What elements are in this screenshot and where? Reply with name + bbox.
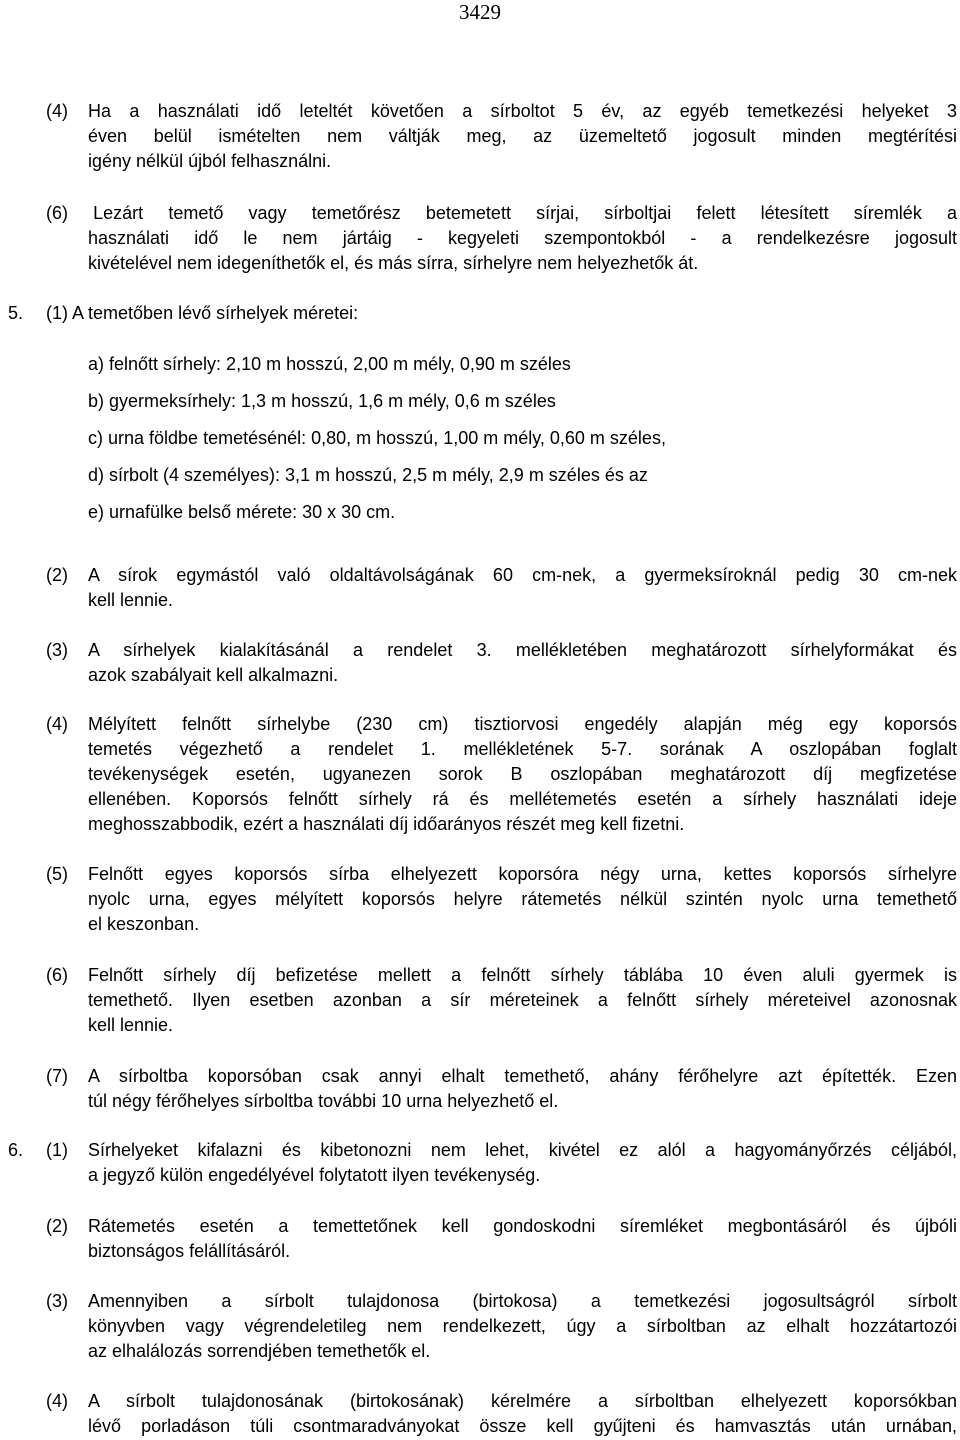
text-line: az elhalálozás sorrendjében temethetők el. [88,1341,431,1361]
text-line: túl négy férőhelyes sírboltba további 10 urna helyezhető el. [88,1091,559,1111]
page-number: 3429 [459,0,501,24]
section-number: 6. [8,1140,24,1160]
paragraph-label: (3) [46,640,68,660]
paragraph-label: (2) [46,1216,68,1236]
text-line: A sírok egymástól való oldaltávolságának 60 cm-nek, a gyermeksíroknál pedig 30 cm-nek [88,565,957,585]
text-line: éven belül ismételten nem váltják meg, az üzemeltető jogosult minden megtérítési [88,126,957,146]
paragraph-5-3 [46,638,957,688]
paragraph-label: (3) [46,1291,68,1311]
text-line: nyolc urna, egyes mélyített koporsós helyre rátemetés nélkül szintén nyolc urna temethető [88,889,957,909]
paragraph-5-7 [46,1064,957,1114]
paragraph-5-4 [46,712,957,837]
paragraph-5-6 [46,963,957,1038]
text-line: A sírboltba koporsóban csak annyi elhalt temethető, ahány férőhelyre azt építették. Ezen [88,1066,957,1086]
text-line: meghosszabbodik, ezért a használati díj időarányos részét meg kell fizetni. [88,814,685,834]
section-6-paragraph-3 [46,1289,957,1364]
paragraph-label: (4) [46,101,68,121]
text-line: tevékenységek esetén, ugyanezen sorok B oszlopában meghatározott díj megfizetése [88,764,957,784]
text-line: ellenében. Koporsós felnőtt sírhely rá és mellétemetés esetén a sírhely használati ideje [88,789,957,809]
text-line: Sírhelyeket kifalazni és kibetonozni nem lehet, kivétel ez alól a hagyományőrzés céljából, [88,1140,957,1160]
text-line: Amennyiben a sírbolt tulajdonosa (birtokosa) a temetkezési jogosultságról sírbolt [88,1291,957,1311]
text-line: azok szabályait kell alkalmazni. [88,665,339,685]
text-line: a jegyző külön engedélyével folytatott ilyen tevékenység. [88,1165,541,1185]
text-line: el keszonban. [88,914,200,934]
text-line: biztonságos felállításáról. [88,1241,291,1261]
text-line: Mélyített felnőtt sírhelybe (230 cm) tisztiorvosi engedély alapján még egy koporsós [88,714,957,734]
text-line: igény nélkül újból felhasználni. [88,151,332,171]
list-item: e) urnafülke belső mérete: 30 x 30 cm. [88,502,396,522]
section-6-paragraph-1 [8,1138,957,1188]
list-item: a) felnőtt sírhely: 2,10 m hosszú, 2,00 m mély, 0,90 m széles [88,354,571,374]
text-line: Rátemetés esetén a temettetőnek kell gondoskodni síremléket megbontásáról és újbóli [88,1216,957,1236]
text-line: Felnőtt egyes koporsós sírba elhelyezett koporsóra négy urna, kettes koporsós sírhelyre [88,864,957,884]
text-line: könyvben vagy végrendeletileg nem rendelkezett, úgy a sírboltban az elhalt hozzátartozói [88,1316,957,1336]
text-line: Felnőtt sírhely díj befizetése mellett a felnőtt sírhely táblába 10 éven aluli gyermek is [88,965,957,985]
text-line: kell lennie. [88,590,174,610]
paragraph-label: (6) [46,965,68,985]
text-line: kell lennie. [88,1015,174,1035]
paragraph-5-5 [46,862,957,937]
paragraph-label: (2) [46,565,68,585]
text-line: (6) Lezárt temető vagy temetőrész betemetett sírjai, sírboltjai felett létesített síremlék a [46,203,957,223]
paragraph-label: (5) [46,864,68,884]
paragraph-label: (4) [46,714,68,734]
paragraph-6-top [46,201,957,276]
list-item: b) gyermeksírhely: 1,3 m hosszú, 1,6 m mély, 0,6 m széles [88,391,556,411]
paragraph-label: (1) [46,1140,68,1160]
paragraph-label: (7) [46,1066,68,1086]
section-number: 5. [8,303,24,323]
text-line: használati idő le nem jártáig - kegyeleti szempontokból - a rendelkezésre jogosult [88,228,957,248]
text-line: temetés végezhető a rendelet 1. mellékletének 5-7. sorának A oszlopában foglalt [88,739,957,759]
paragraph-5-2 [46,563,957,613]
text-line: Ha a használati idő leteltét követően a sírboltot 5 év, az egyéb temetkezési helyeket 3 [88,101,957,121]
list-item: c) urna földbe temetésénél: 0,80, m hosszú, 1,00 m mély, 0,60 m széles, [88,428,666,448]
text-line: lévő porladáson túli csontmaradványokat össze kell gyűjteni és hamvasztás után urnában, [88,1416,957,1436]
section-6-paragraph-4 [46,1389,957,1439]
text-line: temethető. Ilyen esetben azonban a sír méreteinek a felnőtt sírhely méreteivel azonosnak [88,990,957,1010]
text-line: kivételével nem idegeníthetők el, és más sírra, sírhelyre nem helyezhetők át. [88,253,699,273]
text-line: A sírbolt tulajdonosának (birtokosának) kérelmére a sírboltban elhelyezett koporsókban [88,1391,957,1411]
list-item: d) sírbolt (4 személyes): 3,1 m hosszú, 2,5 m mély, 2,9 m széles és az [88,465,648,485]
section-6-paragraph-2 [46,1214,957,1264]
paragraph-label: (4) [46,1391,68,1411]
paragraph-4-top [46,99,957,174]
section-5-intro: (1) A temetőben lévő sírhelyek méretei: [46,303,359,323]
text-line: A sírhelyek kialakításánál a rendelet 3. mellékletében meghatározott sírhelyformákat és [88,640,957,660]
